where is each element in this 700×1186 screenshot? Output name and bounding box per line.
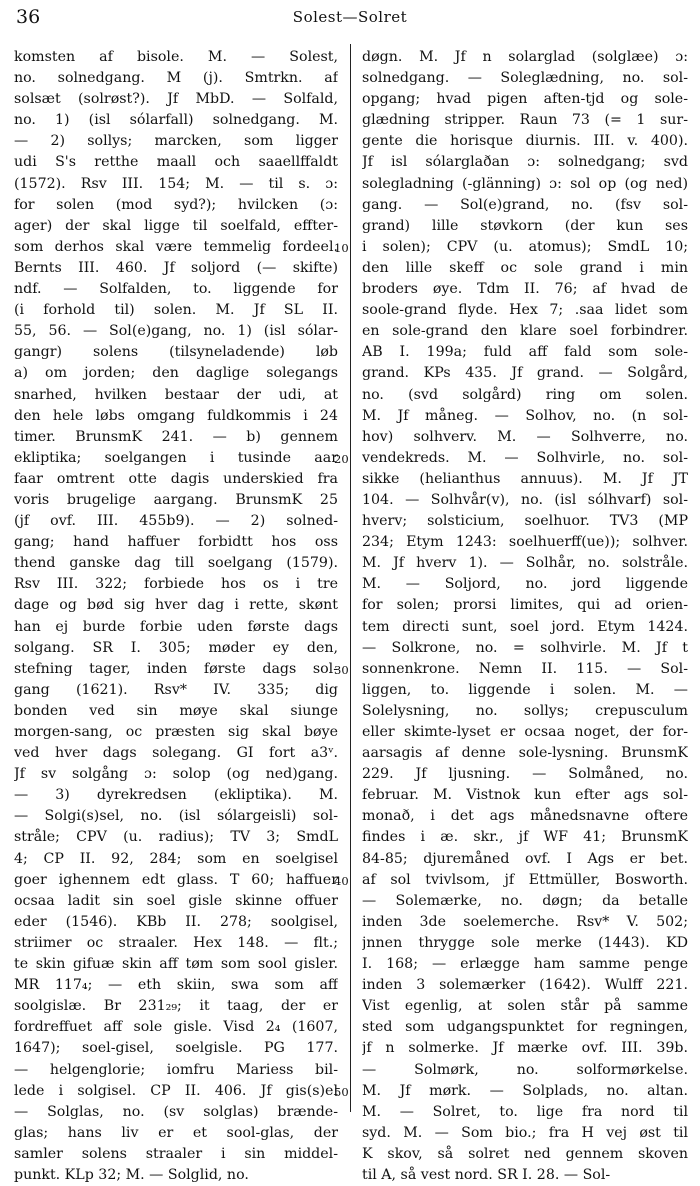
text-line: Solelysning, no. sollys; crepusculum xyxy=(362,702,688,719)
text-line: M. — Solret, to. lige fra nord til xyxy=(362,1103,688,1120)
text-line: — Solglas, no. (sv solglas) brænde- xyxy=(14,1103,338,1120)
text-line: eller skimte-lyset er ocsaa noget, der for- xyxy=(362,724,688,740)
text-line: no. solnedgang. M (j). Smtrkn. af xyxy=(14,70,338,87)
text-line: stråle; CPV (u. radius); TV 3; SmdL xyxy=(14,829,338,846)
text-line: findes i æ. skr., jf WF 41; BrunsmK xyxy=(362,829,688,846)
text-line: komsten af bisole. M. — Solest, xyxy=(14,49,338,65)
text-line: te skin gifuæ skin aff tøm som sool gisler. xyxy=(14,956,338,973)
text-line: faar omtrent otte dagis underskied fra xyxy=(14,470,338,487)
text-line: — Solgi(s)sel, no. (isl sólargeisli) sol- xyxy=(14,808,338,825)
text-line: dage og bød sig hver dag i rette, skønt xyxy=(14,597,338,614)
text-line: Rsv III. 322; forbiede hos os i tre xyxy=(14,576,338,593)
text-line: punkt. KLp 32; M. — Solglid, no. xyxy=(14,1166,249,1183)
text-line: som derhos skal være temmelig fordeel. xyxy=(14,238,338,255)
text-line: morgen-sang, oc præsten sig skal bøye xyxy=(14,724,338,740)
text-line: døgn. M. Jf n solarglad (solglæe) ɔ: xyxy=(362,49,688,65)
text-line: han ej burde forbie uden første dags xyxy=(14,618,338,635)
text-line: MR 117₄; — eth skiin, swa som aff xyxy=(14,977,338,994)
text-line: monað, i det ags månedsnavne oftere xyxy=(362,808,688,825)
line-number: 10 xyxy=(334,240,349,255)
text-line: solgang. SR I. 305; møder ey den, xyxy=(14,639,338,656)
text-line: liggen, to. liggende i solen. M. — xyxy=(362,681,688,698)
text-line: broders øye. Tdm II. 76; af hvad de xyxy=(362,281,688,298)
page-number: 36 xyxy=(16,6,41,28)
text-line: eder (1546). KBb II. 278; soolgisel, xyxy=(14,913,338,930)
text-line: no. (svd solgård) ring om solen. xyxy=(362,386,688,403)
text-line: — Solmørk, no. solformørkelse. xyxy=(362,1061,688,1078)
column-divider xyxy=(350,44,351,1112)
text-line: hverv; solsticium, soelhuor. TV3 (MP xyxy=(362,513,688,530)
text-line: udi S's retthe maall och saaellffaldt xyxy=(14,154,338,171)
left-column xyxy=(14,47,338,1186)
text-line: gangr) solens (tilsyneladende) løb xyxy=(14,344,338,361)
text-line: — Solkrone, no. = solhvirle. M. Jf t xyxy=(362,639,688,656)
running-head: Solest—Solret xyxy=(292,8,408,26)
text-line: 4; CP II. 92, 284; som en soelgisel xyxy=(14,850,338,867)
text-line: Jf isl sólarglaðan ɔ: solnedgang; svd xyxy=(362,154,688,171)
text-line: gang (1621). Rsv* IV. 335; dig xyxy=(14,681,338,698)
text-line: vendekreds. M. — Solhvirle, no. sol- xyxy=(362,449,688,466)
text-line: Jf sv solgång ɔ: solop (og ned)gang. xyxy=(14,766,338,783)
line-number: 20 xyxy=(334,451,349,466)
text-line: for solen (mod syd?); hvilcken (ɔ: xyxy=(14,196,338,213)
text-line: i solen); CPV (u. atomus); SmdL 10; xyxy=(362,238,688,255)
text-line: goer ighennem edt glass. T 60; haffuer xyxy=(14,871,338,888)
text-line: aarsagis af denne sole-lysning. BrunsmK xyxy=(362,745,688,762)
text-line: gang. — Sol(e)grand, no. (fsv sol- xyxy=(362,196,688,213)
text-line: snarhed, hvilken bestaar der udi, at xyxy=(14,386,338,403)
text-line: den hele løbs omgang fuldkommis i 24 xyxy=(14,407,338,424)
text-line: solegladning (-glänning) ɔ: sol op (og ned) xyxy=(362,175,688,192)
text-line: M. Jf hverv 1). — Solhår, no. solstråle. xyxy=(362,555,688,572)
text-line: inden 3 solemærker (1642). Wulff 221. xyxy=(362,977,688,994)
text-line: solnedgang. — Soleglædning, no. sol- xyxy=(362,70,688,87)
text-line: sikke (helianthus annuus). M. Jf JT xyxy=(362,470,688,487)
text-line: lede i solgisel. CP II. 406. Jf gis(s)el xyxy=(14,1082,338,1099)
text-line: samler solens straaler i sin middel- xyxy=(14,1145,338,1162)
text-line: ager) der skal ligge til soelfald, effter- xyxy=(14,217,338,234)
text-line: jf n solmerke. Jf mærke ovf. III. 39b. xyxy=(362,1040,688,1057)
text-line: hov) solhverv. M. — Solhverre, no. xyxy=(362,428,688,445)
text-line: 1647); soel-gisel, soelgisle. PG 177. xyxy=(14,1040,338,1057)
text-line: af sol tvivlsom, jf Ettmüller, Bosworth. xyxy=(362,871,688,888)
text-line: AB I. 199a; fuld aff fald som sole- xyxy=(362,344,688,361)
text-line: thend ganske dag till soelgang (1579). xyxy=(14,555,338,572)
text-line: inden 3de soelemerche. Rsv* V. 502; xyxy=(362,913,688,930)
text-line: a) om jorden; den daglige solegangs xyxy=(14,365,338,382)
text-line: glædning stripper. Raun 73 (= 1 sur- xyxy=(362,112,688,129)
text-line: for solen; prorsi limites, qui ad orien- xyxy=(362,597,688,614)
text-line: soolgislæ. Br 231₂₉; it taag, der er xyxy=(14,998,338,1015)
text-line: 84-85; djuremåned ovf. I Ags er bet. xyxy=(362,850,688,867)
text-line: opgang; hvad pigen aften-tjd og sole- xyxy=(362,91,688,108)
text-line: bonden ved sin møye skal siunge xyxy=(14,702,338,719)
text-line: ndf. — Solfalden, to. liggende for xyxy=(14,281,338,298)
text-line: — Solemærke, no. døgn; da betalle xyxy=(362,892,688,909)
text-line: (jf ovf. III. 455b9). — 2) solned- xyxy=(14,513,338,530)
text-line: den lille skeff oc sole grand i min xyxy=(362,259,688,276)
text-line: en sole-grand den klare soel forbindrer. xyxy=(362,323,688,340)
text-line: gente die horisque diurnis. III. v. 400). xyxy=(362,133,688,150)
text-line: timer. BrunsmK 241. — b) gennem xyxy=(14,428,338,445)
text-line: M. Jf mørk. — Solplads, no. altan. xyxy=(362,1082,688,1099)
text-line: K skov, så solret ned gennem skoven xyxy=(362,1145,688,1162)
text-line: ocsaa ladit sin soel gisle skinne offuer xyxy=(14,892,338,909)
text-line: Vist egenlig, at solen står på samme xyxy=(362,998,688,1015)
text-line: jnnen thrygge sole merke (1443). KD xyxy=(362,934,688,951)
right-column xyxy=(362,47,688,1186)
text-line: — helgenglorie; iomfru Mariess bil- xyxy=(14,1061,338,1078)
text-line: soole-grand flyde. Hex 7; .saa lidet som xyxy=(362,302,688,319)
text-line: 229. Jf ljusning. — Solmåned, no. xyxy=(362,766,688,783)
text-line: stefning tager, inden første dags sol- xyxy=(14,660,338,677)
text-line: 104. — Solhvår(v), no. (isl sólhvarf) sol- xyxy=(362,491,688,508)
text-line: sted som udgangspunktet for regningen, xyxy=(362,1019,688,1036)
text-line: M. — Soljord, no. jord liggende xyxy=(362,576,688,593)
text-line: grand) lille støvkorn (der kun ses xyxy=(362,217,688,234)
text-line: (1572). Rsv III. 154; M. — til s. ɔ: xyxy=(14,175,338,192)
text-line: sonnenkrone. Nemn II. 115. — Sol- xyxy=(362,660,688,677)
text-line: syd. M. — Som bio.; fra H vej øst til xyxy=(362,1124,688,1141)
text-line: — 3) dyrekredsen (ekliptika). M. xyxy=(14,787,338,804)
text-line: februar. M. Vistnok kun efter ags sol- xyxy=(362,787,688,804)
text-line: — 2) sollys; marcken, som ligger xyxy=(14,133,338,150)
text-line: striimer oc straaler. Hex 148. — flt.; xyxy=(14,934,338,951)
text-line: gang; hand haffuer forbidtt hos oss xyxy=(14,534,338,551)
line-number: 30 xyxy=(334,662,349,677)
text-line: tem directi sunt, soel jord. Etym 1424. xyxy=(362,618,688,635)
text-line: Bernts III. 460. Jf soljord (— skifte) xyxy=(14,259,338,276)
text-line: ekliptika; soelgangen i tusinde aar xyxy=(14,449,338,466)
text-line: solsæt (solrøst?). Jf MbD. — Solfald, xyxy=(14,91,338,108)
text-line: fordreffuet aff sole gisle. Visd 2₄ (1607, xyxy=(14,1019,338,1036)
page-header xyxy=(0,6,700,32)
text-line: 234; Etym 1243: soelhuerff(ue)); solhver. xyxy=(362,534,688,551)
text-line: voris brugelige aargang. BrunsmK 25 xyxy=(14,491,338,508)
text-line: glas; hans liv er et sool-glas, der xyxy=(14,1124,338,1141)
text-line: ved hver dags solegang. GI fort a3ᵛ. xyxy=(14,745,338,762)
text-line: til A, så vest nord. SR I. 28. — Sol- xyxy=(362,1166,611,1183)
text-line: M. Jf måneg. — Solhov, no. (n sol- xyxy=(362,407,688,424)
text-line: no. 1) (isl sólarfall) solnedgang. M. xyxy=(14,112,338,129)
text-line: (i forhold til) solen. M. Jf SL II. xyxy=(14,302,338,319)
text-line: I. 168; — erlægge ham samme penge xyxy=(362,956,688,973)
line-number: 50 xyxy=(334,1084,349,1099)
text-line: 55, 56. — Sol(e)gang, no. 1) (isl sólar- xyxy=(14,323,338,340)
text-line: grand. KPs 435. Jf grand. — Solgård, xyxy=(362,365,688,382)
line-number: 40 xyxy=(334,873,349,888)
